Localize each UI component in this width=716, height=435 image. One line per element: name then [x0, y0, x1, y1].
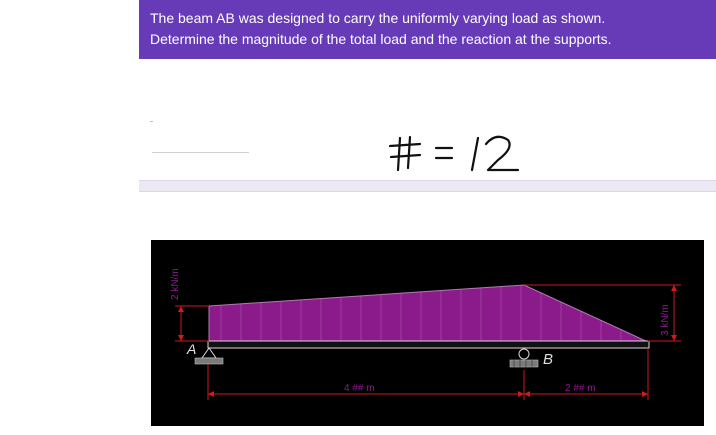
- load-left-label: 2 kN/m: [170, 268, 181, 300]
- span-1-label: 4 ## m: [344, 383, 375, 394]
- span-2-label: 2 ## m: [565, 383, 596, 394]
- handwritten-note: [388, 128, 528, 178]
- question-text-line-2: Determine the magnitude of the total load and the reaction at the supports.: [150, 31, 612, 47]
- beam-diagram: [151, 240, 704, 426]
- load-right-label: 3 kN/m: [660, 304, 671, 336]
- beam: [208, 341, 649, 348]
- support-b-label: B: [543, 351, 554, 368]
- question-text-line-1: The beam AB was designed to carry the uniformly varying load as shown.: [150, 10, 606, 26]
- stray-mark: [150, 121, 153, 122]
- section-divider: [139, 180, 716, 192]
- answer-underline: [152, 152, 249, 153]
- support-a-label: A: [187, 341, 197, 357]
- question-banner: [139, 0, 716, 59]
- handwritten-note-text: # = 12: [388, 128, 391, 129]
